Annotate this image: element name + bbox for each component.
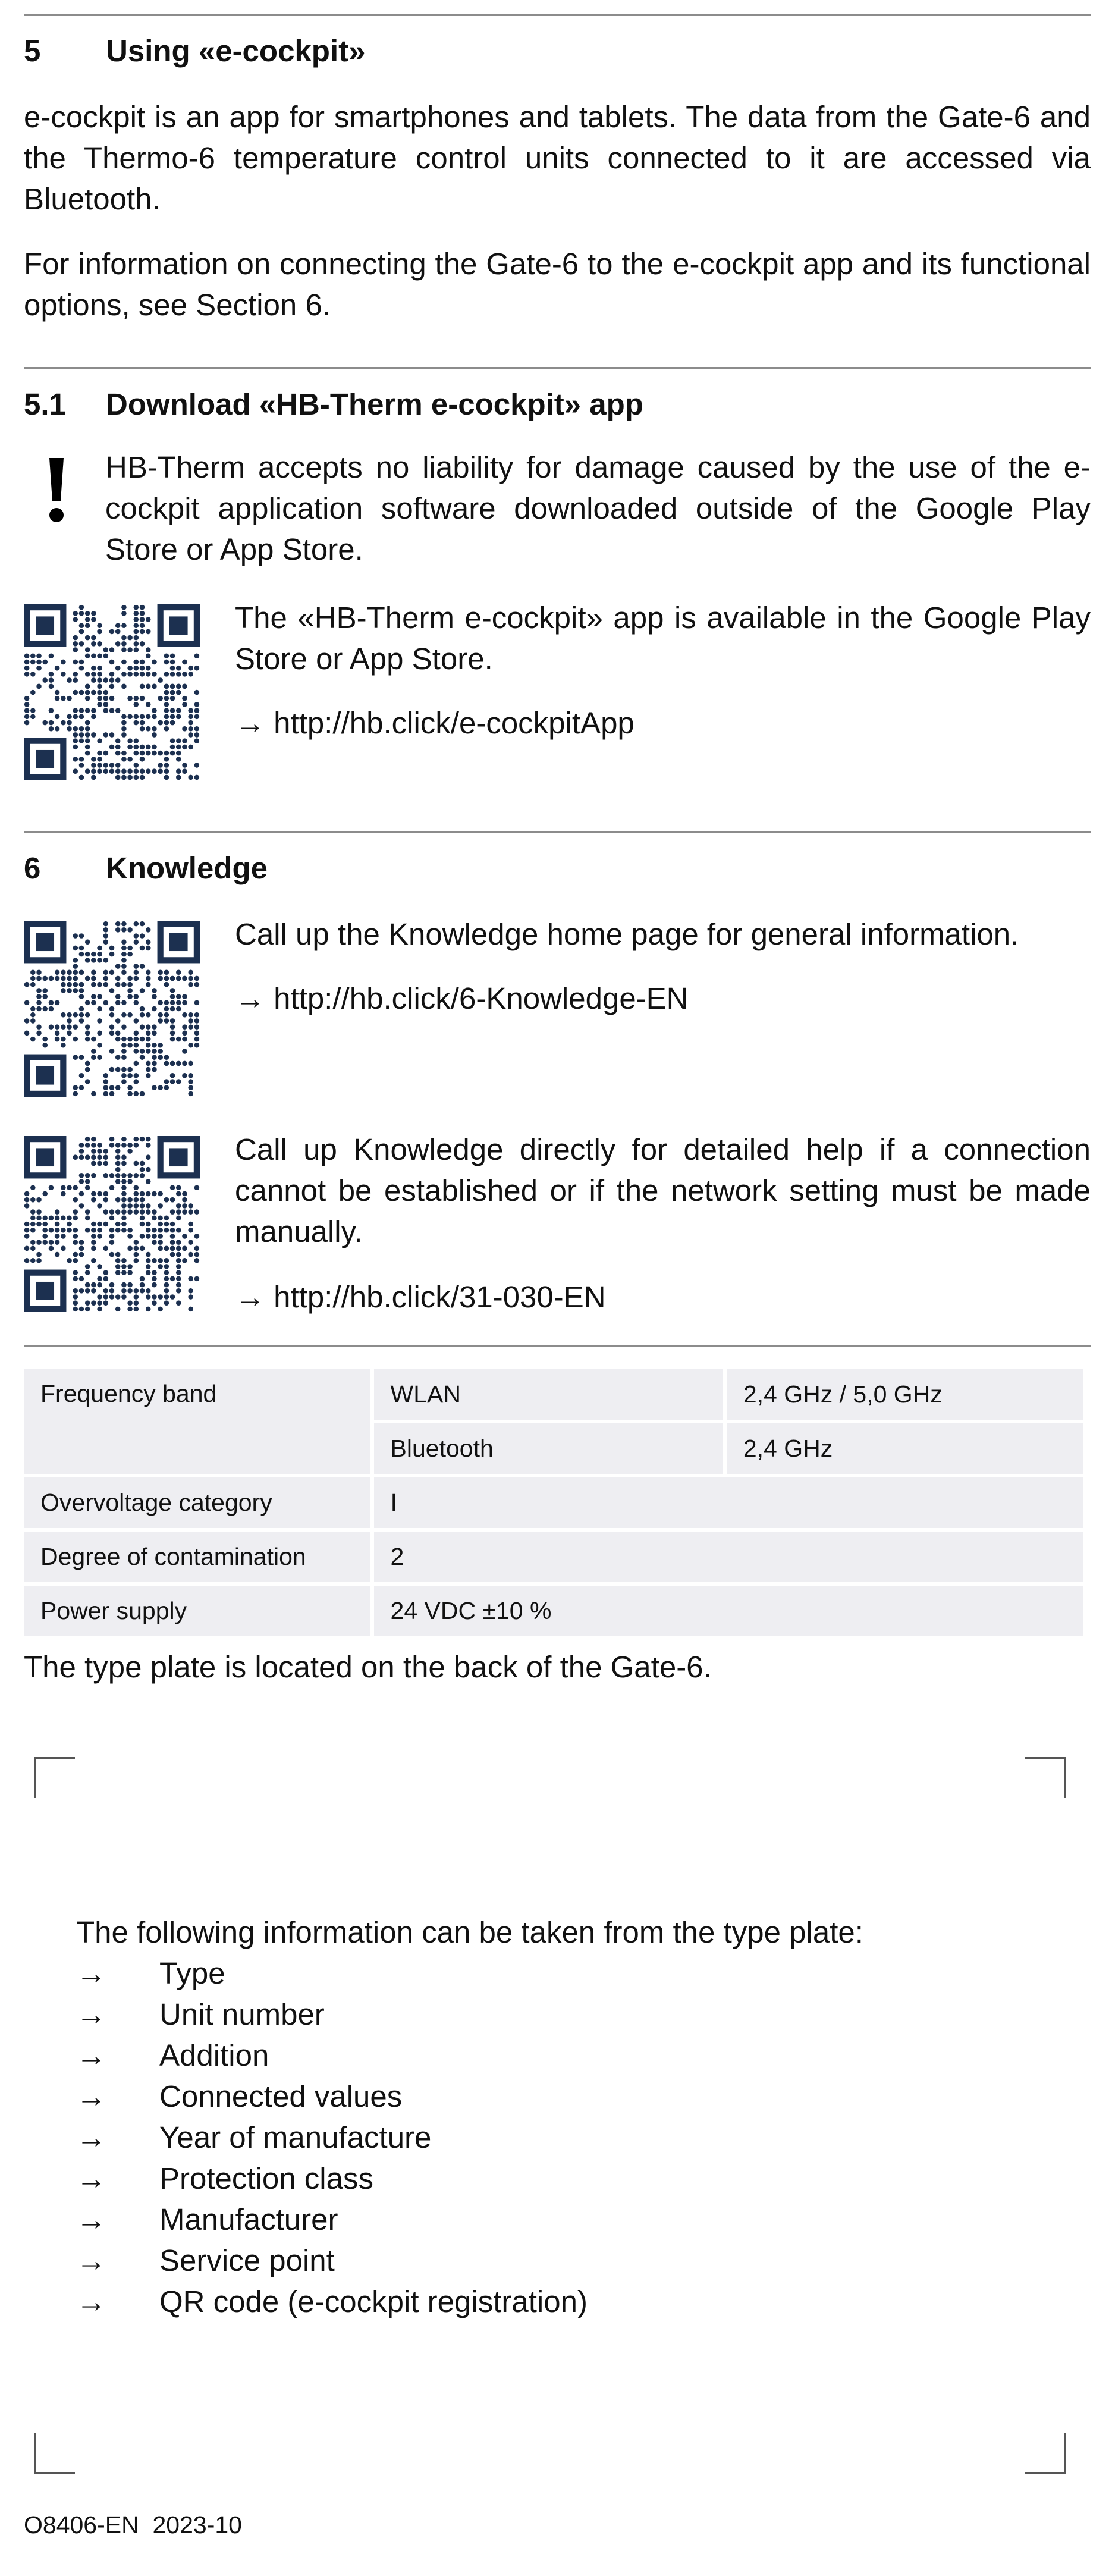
- section-divider: [24, 831, 1091, 833]
- frame-corner-bottom-left: [34, 2433, 75, 2474]
- frame-corner-top-left: [34, 1757, 75, 1798]
- exclamation-icon: [48, 458, 65, 523]
- table-row: [24, 1369, 1083, 1420]
- table-cell-label: Frequency band: [24, 1369, 370, 1474]
- section-title: Using «e-cockpit»: [106, 34, 366, 68]
- list-item-label: QR code (e-cockpit registration): [159, 2285, 588, 2318]
- list-item: [76, 2281, 588, 2322]
- section-number: 6: [24, 851, 41, 885]
- list-item: [76, 2158, 588, 2199]
- arrow-right-icon: →: [76, 1956, 106, 1990]
- table-row: [24, 1532, 1083, 1582]
- list-item: [76, 2076, 588, 2117]
- type-plate-info-list: [76, 1953, 588, 2322]
- list-item: [76, 2240, 588, 2281]
- knowledge-help-link[interactable]: → http://hb.click/31-030-EN: [235, 1280, 606, 1314]
- knowledge-home-link[interactable]: → http://hb.click/6-Knowledge-EN: [235, 981, 689, 1015]
- arrow-right-icon: →: [76, 2202, 106, 2236]
- section-6-heading: [24, 851, 268, 886]
- table-row: [24, 1477, 1083, 1528]
- list-item-label: Protection class: [159, 2161, 373, 2195]
- table-cell: Bluetooth: [374, 1423, 723, 1474]
- table-cell-label: Power supply: [24, 1586, 370, 1636]
- list-item: [76, 1994, 588, 2035]
- app-download-link[interactable]: → http://hb.click/e-cockpitApp: [235, 706, 634, 740]
- table-cell-value: 24 VDC ±10 %: [374, 1586, 1083, 1636]
- section-divider: [24, 14, 1091, 16]
- list-item-label: Unit number: [159, 1997, 325, 2031]
- qr-code-knowledge-help: [24, 1136, 200, 1312]
- list-item: [76, 1953, 588, 1994]
- section-5-1-heading: [24, 387, 643, 422]
- arrow-right-icon: →: [76, 2079, 106, 2113]
- knowledge-help-text: Call up Knowledge directly for detailed help if a connection cannot be established or if the network setting must be made manually.: [235, 1132, 1091, 1248]
- table-cell-label: Overvoltage category: [24, 1477, 370, 1528]
- technical-data-table: [20, 1366, 1087, 1640]
- table-cell: WLAN: [374, 1369, 723, 1420]
- section-title: Download «HB-Therm e-cockpit» app: [106, 387, 643, 421]
- section-5-paragraph-1: e-cockpit is an app for smartphones and tablets. The data from the Gate-6 and the Thermo-6 temperature control units connected to it are accessed via Bluetooth.: [24, 100, 1091, 216]
- section-number: 5.1: [24, 387, 66, 421]
- list-item-label: Manufacturer: [159, 2202, 338, 2236]
- arrow-right-icon: →: [76, 2161, 106, 2195]
- qr-code-knowledge-home: [24, 921, 200, 1097]
- app-availability-text: The «HB-Therm e-cockpit» app is available in the Google Play Store or App Store.: [235, 601, 1091, 676]
- table-cell-value: I: [374, 1477, 1083, 1528]
- table-cell-value: 2,4 GHz: [727, 1423, 1083, 1474]
- liability-warning: HB-Therm accepts no liability for damage caused by the use of the e-cockpit application software downloaded outside of the Google Play Store or App Store.: [105, 450, 1091, 566]
- arrow-right-icon: →: [76, 1997, 106, 2031]
- qr-code-app: [24, 604, 200, 780]
- list-item-label: Year of manufacture: [159, 2120, 432, 2154]
- arrow-right-icon: →: [76, 2120, 106, 2154]
- section-5-heading: [24, 33, 365, 69]
- knowledge-home-text: Call up the Knowledge home page for general information.: [235, 917, 1019, 951]
- table-cell-value: 2: [374, 1532, 1083, 1582]
- frame-corner-bottom-right: [1025, 2433, 1066, 2474]
- list-item-label: Addition: [159, 2038, 269, 2072]
- arrow-right-icon: →: [76, 2244, 106, 2277]
- list-item: [76, 2199, 588, 2240]
- type-plate-intro: The following information can be taken from the type plate:: [76, 1915, 863, 1949]
- list-item: [76, 2117, 588, 2158]
- type-plate-location-text: The type plate is located on the back of the Gate-6.: [24, 1650, 712, 1684]
- section-5-paragraph-2: For information on connecting the Gate-6 to the e-cockpit app and its functional options, see Section 6.: [24, 247, 1091, 322]
- list-item-label: Type: [159, 1956, 225, 1990]
- list-item: [76, 2035, 588, 2076]
- table-cell-value: 2,4 GHz / 5,0 GHz: [727, 1369, 1083, 1420]
- arrow-right-icon: →: [76, 2285, 106, 2318]
- section-title: Knowledge: [106, 851, 268, 885]
- section-divider: [24, 1345, 1091, 1347]
- arrow-right-icon: →: [76, 2038, 106, 2072]
- section-divider: [24, 367, 1091, 369]
- frame-corner-top-right: [1025, 1757, 1066, 1798]
- table-row: [24, 1586, 1083, 1636]
- table-cell-label: Degree of contamination: [24, 1532, 370, 1582]
- document-footer: O8406-EN 2023-10: [24, 2511, 242, 2539]
- list-item-label: Connected values: [159, 2079, 403, 2113]
- section-number: 5: [24, 34, 41, 68]
- list-item-label: Service point: [159, 2244, 335, 2277]
